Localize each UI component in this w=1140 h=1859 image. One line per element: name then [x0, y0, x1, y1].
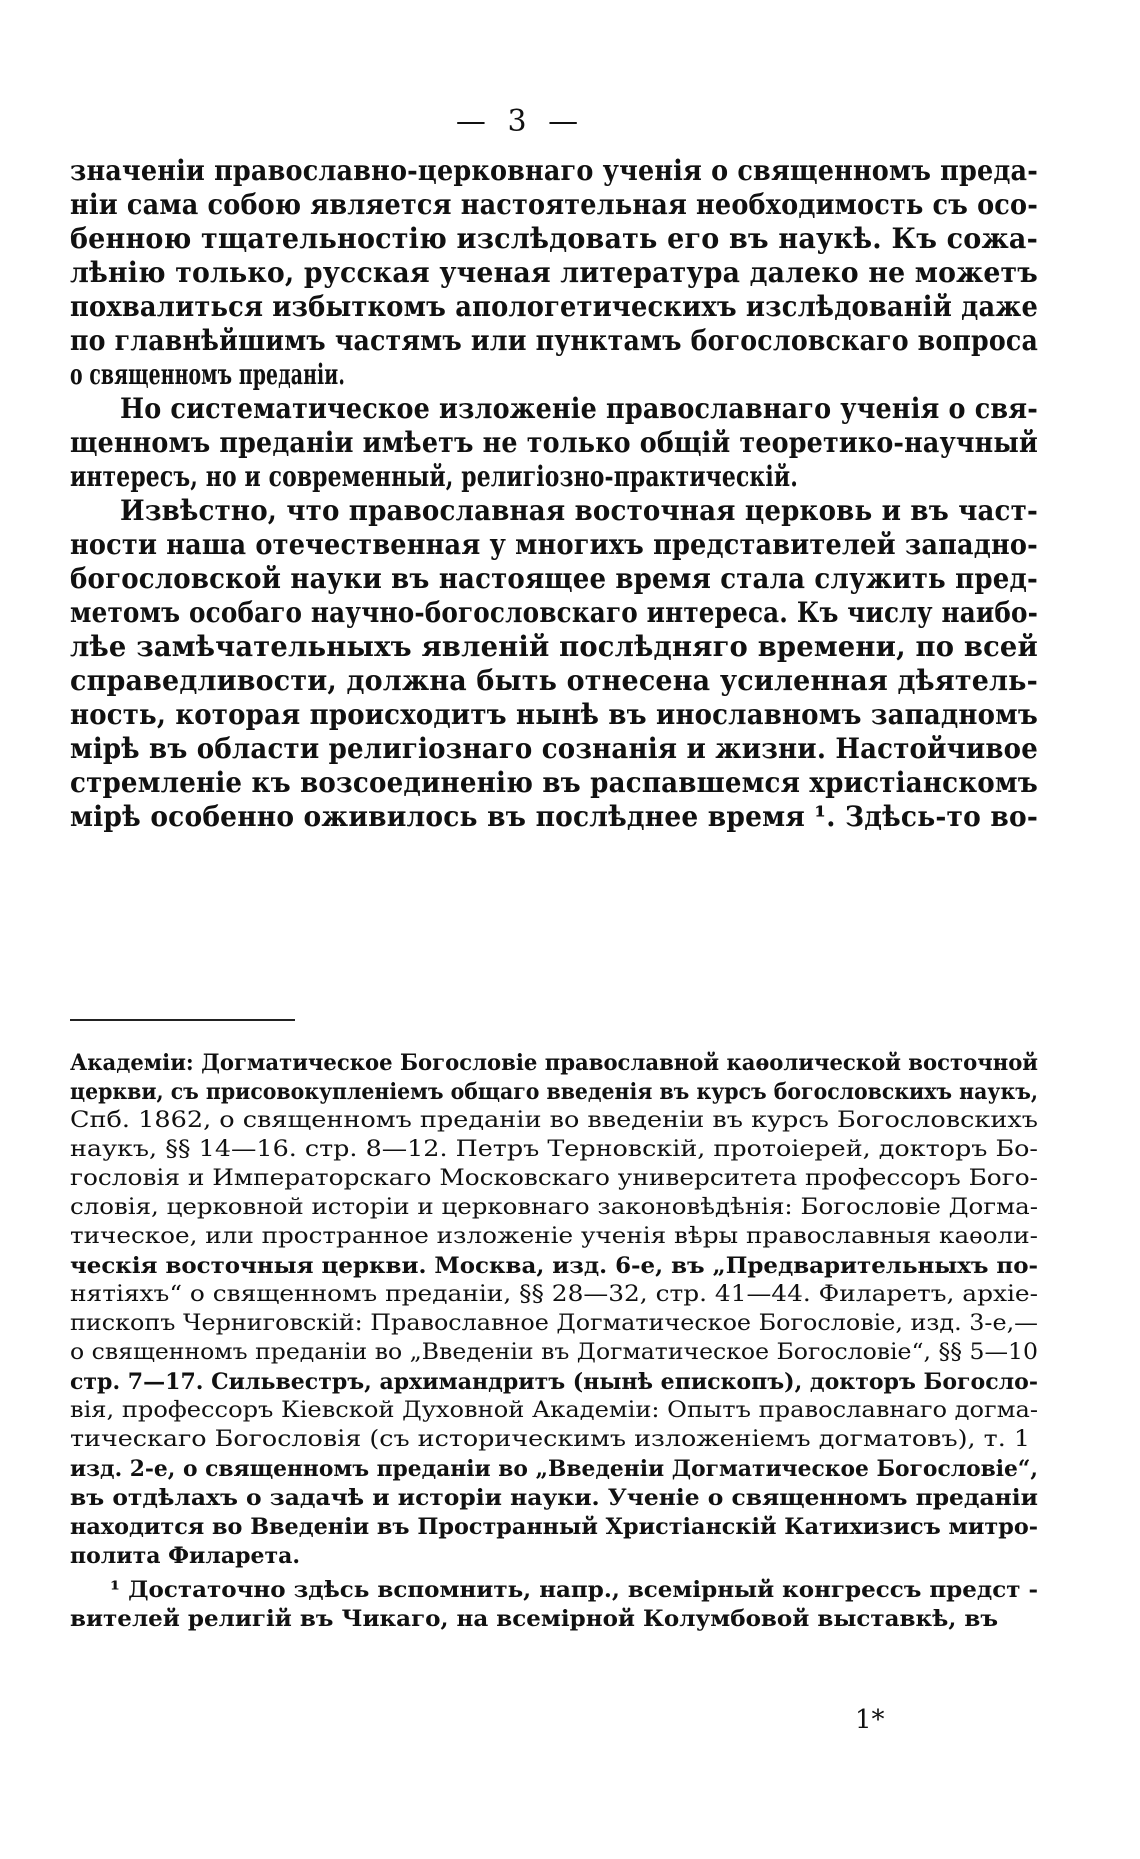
- main-text-line: Извѣстно, что православная восточная церковь и въ част-: [120, 494, 1038, 527]
- main-text-line: богословской науки въ настоящее время стала служить пред-: [70, 562, 1038, 595]
- main-text-line: ности наша отечественная у многихъ представителей западно-: [70, 528, 1038, 561]
- page-number: — 3 —: [455, 104, 585, 139]
- footnote-line: пископъ Черниговскiй: Православное Догматическое Богословiе, изд. 3-е,—: [70, 1311, 1038, 1336]
- signature-mark: 1*: [855, 1705, 885, 1735]
- footnote-line: тическаго Богословiя (съ историческимъ изложенiемъ догматовъ), т. 1: [70, 1427, 1030, 1452]
- main-text-line: щенномъ преданiи имѣетъ не только общiй теоретико-научный: [70, 426, 1038, 459]
- footnote-line: церкви, съ присовокупленiемъ общаго введенiя въ курсъ богословскихъ наукъ,: [70, 1079, 1038, 1105]
- main-text-line: мiрѣ въ области религiознаго сознанiя и жизни. Настойчивое: [70, 732, 1038, 765]
- main-text-line: лѣнiю только, русская ученая литература далеко не можетъ: [70, 256, 1038, 289]
- footnote-divider: [70, 1019, 295, 1021]
- footnote-line: стр. 7—17. Сильвестръ, архимандритъ (нынѣ епископъ), докторъ Богосло-: [70, 1369, 1038, 1395]
- footnote-line: вителей религiй въ Чикаго, на всемiрной Колумбовой выставкѣ, въ: [70, 1606, 999, 1632]
- footnote-line: словiя, церковной исторiи и церковнаго законовѣдѣнiя: Богословiе Догма-: [70, 1195, 1038, 1220]
- main-text-line: мiрѣ особенно оживилось въ послѣднее время ¹. Здѣсь-то во-: [70, 800, 1038, 833]
- main-text-line: метомъ особаго научно-богословскаго интереса. Къ числу наибо-: [70, 596, 1038, 629]
- main-text-line: нiи сама собою является настоятельная необходимость съ осо-: [70, 188, 1038, 221]
- footnote-line: Академiи: Догматическое Богословiе православной каѳолической восточной: [70, 1050, 1038, 1076]
- footnote-line: нятiяхъ“ о священномъ преданiи, §§ 28—32, стр. 41—44. Филаретъ, архiе-: [70, 1282, 1038, 1307]
- main-text-line: Но систематическое изложенiе православнаго ученiя о свя-: [120, 392, 1038, 425]
- main-text-line: справедливости, должна быть отнесена усиленная дѣятель-: [70, 664, 1038, 697]
- main-text-line: стремленiе къ возсоединенiю въ распавшемся христiанскомъ: [70, 766, 1038, 799]
- footnote-line: о священномъ преданiи во „Введенiи въ Догматическое Богословiе“, §§ 5—10: [70, 1340, 1038, 1365]
- footnote-line: вiя, профессоръ Кiевской Духовной Академiи: Опытъ православнаго догма-: [70, 1398, 1038, 1423]
- footnote-line: изд. 2-е, о священномъ преданiи во „Введенiи Догматическое Богословiе“,: [70, 1456, 1038, 1482]
- main-text-line: похвалиться избыткомъ апологетическихъ изслѣдованiй даже: [70, 290, 1038, 323]
- main-text-line: по главнѣйшимъ частямъ или пунктамъ богословскаго вопроса: [70, 324, 1038, 357]
- main-text-line: о священномъ преданiи.: [70, 358, 345, 391]
- footnote-line: тическое, или пространное изложенiе ученiя вѣры православныя каѳоли-: [70, 1224, 1038, 1249]
- footnote-line: ¹ Достаточно здѣсь вспомнить, напр., всемiрный конгрессъ предст -: [110, 1577, 1038, 1603]
- main-text-line: значенiи православно-церковнаго ученiя о священномъ преда-: [70, 154, 1038, 187]
- main-text-line: ность, которая происходитъ нынѣ въ инославномъ западномъ: [70, 698, 1038, 731]
- main-text-line: лѣе замѣчательныхъ явленiй послѣдняго времени, по всей: [70, 630, 1038, 663]
- footnote-line: полита Филарета.: [70, 1543, 300, 1569]
- footnote-line: ческiя восточныя церкви. Москва, изд. 6-е, въ „Предварительныхъ по-: [70, 1253, 1038, 1279]
- main-text-line: интересъ, но и современный, религiозно-практическiй.: [70, 460, 798, 493]
- footnote-line: находится во Введенiи въ Пространный Христiанскiй Катихизисъ митро-: [70, 1514, 1038, 1540]
- main-text-line: бенною тщательностiю изслѣдовать его въ наукѣ. Къ сожа-: [70, 222, 1038, 255]
- footnote-line: Спб. 1862, о священномъ преданiи во введенiи въ курсъ Богословскихъ: [70, 1108, 1038, 1133]
- footnote-line: въ отдѣлахъ о задачѣ и исторiи науки. Ученiе о священномъ преданiи: [70, 1485, 1038, 1511]
- footnote-line: наукъ, §§ 14—16. стр. 8—12. Петръ Терновскiй, протоiерей, докторъ Бо-: [70, 1137, 1038, 1162]
- footnote-line: гословiя и Императорскаго Московскаго университета профессоръ Бого-: [70, 1166, 1038, 1191]
